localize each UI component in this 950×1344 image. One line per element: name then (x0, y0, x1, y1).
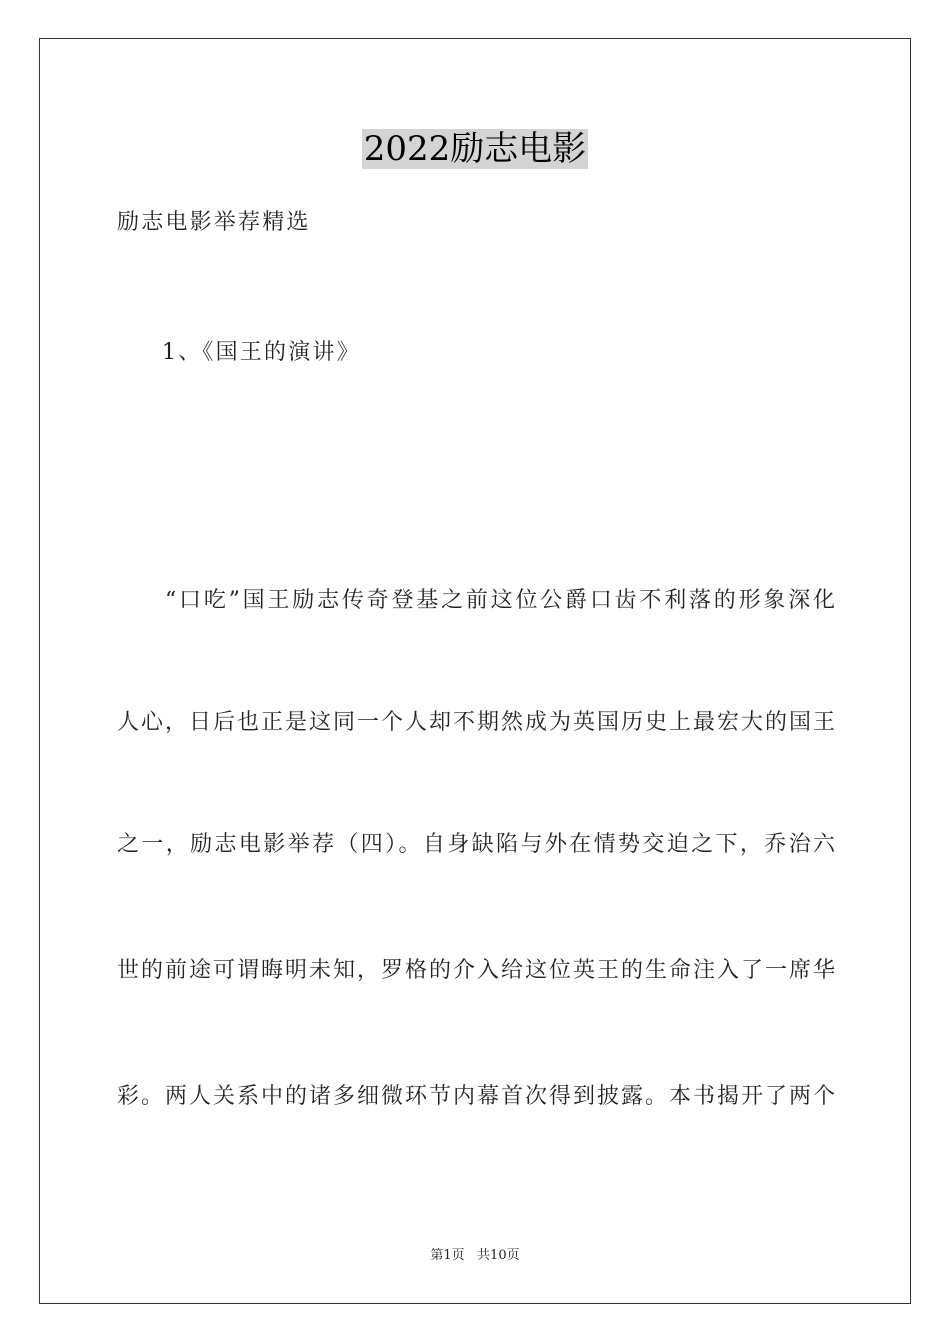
document-subtitle: 励志电影举荐精选 (117, 210, 311, 235)
paragraph-line-3: 之一，励志电影举荐（四）。自身缺陷与外在情势交迫之下，乔治六 (117, 832, 835, 857)
item-heading: 1、《国王的演讲》 (162, 340, 361, 365)
paragraph-line-1: “口吃”国王励志传奇登基之前这位公爵口齿不利落的形象深化 (165, 588, 835, 613)
paragraph-line-5: 彩。两人关系中的诸多细微环节内幕首次得到披露。本书揭开了两个 (117, 1084, 835, 1109)
page-number-footer: 第1页 共10页 (430, 1248, 520, 1263)
paragraph-line-4: 世的前途可谓晦明未知，罗格的介入给这位英王的生命注入了一席华 (117, 958, 835, 983)
document-title-text: 2022励志电影 (363, 129, 587, 169)
paragraph-line-2: 人心，日后也正是这同一个人却不期然成为英国历史上最宏大的国王 (117, 710, 835, 735)
document-title (0, 126, 950, 172)
